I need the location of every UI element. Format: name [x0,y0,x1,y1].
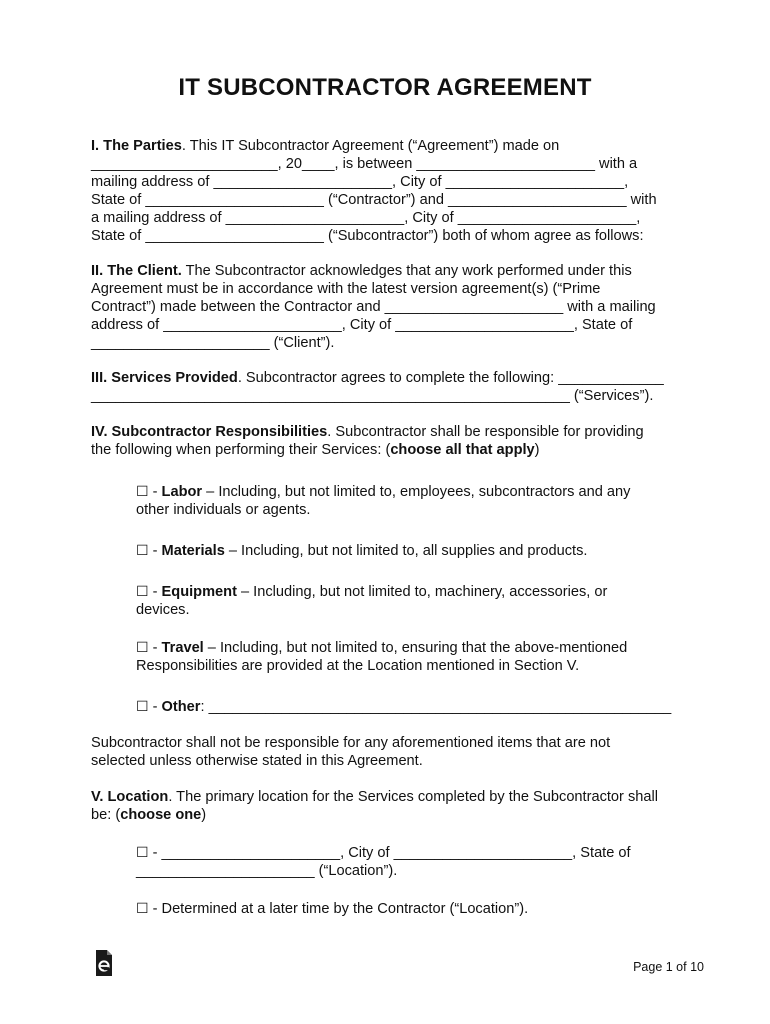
checkbox-location-later[interactable]: ☐ [136,900,149,916]
checkbox-location-address[interactable]: ☐ [136,844,149,860]
section-heading: V. Location [91,789,169,805]
page-title: IT SUBCONTRACTOR AGREEMENT [178,74,592,101]
checkbox-labor[interactable]: ☐ [136,483,149,499]
checkbox-item-other: ☐ - Other: _________________________________________________________ [136,698,672,715]
eforms-logo-icon [94,950,114,978]
responsibilities-note: Subcontractor shall not be responsible for any aforementioned items that are not selected unless otherwise stated in this Agreement. [91,735,611,769]
section-services: III. Services Provided. Subcontractor agrees to complete the following: _____________ ___________________________________________________________ (“Services”). [91,370,664,404]
section-heading: I. The Parties [91,138,182,154]
section-heading: III. Services Provided [91,370,238,386]
checkbox-item-materials: ☐ - Materials – Including, but not limited to, all supplies and products. [136,542,588,559]
checkbox-travel[interactable]: ☐ [136,639,149,655]
checkbox-item-travel: ☐ - Travel – Including, but not limited to, ensuring that the above-mentioned Responsibilities are provided at the Location mentioned in Section V. [136,639,628,674]
checkbox-item-equipment: ☐ - Equipment – Including, but not limited to, machinery, accessories, or devices. [136,583,608,618]
location-option-address: ☐ - ______________________, City of ______________________, State of ______________________ (“Location”). [136,844,631,879]
section-client: II. The Client. The Subcontractor acknowledges that any work performed under this Agreement must be in accordance with the latest version agreement(s) (“Prime Contract”) made between the Contractor and ______________________ with a mailing address of ______________________, City of ______________________, State of ______________________ (“Client”). [91,263,656,351]
page-number: Page 1 of 10 [633,960,704,974]
checkbox-materials[interactable]: ☐ [136,542,149,558]
checkbox-other[interactable]: ☐ [136,698,149,714]
location-option-later: ☐ - Determined at a later time by the Contractor (“Location”). [136,900,529,917]
section-heading: II. The Client. [91,263,182,279]
section-responsibilities: IV. Subcontractor Responsibilities. Subcontractor shall be responsible for providing the following when performing their Services: (choose all that apply) [91,424,644,458]
checkbox-equipment[interactable]: ☐ [136,583,149,599]
section-location: V. Location. The primary location for the Services completed by the Subcontractor shall be: (choose one) [91,789,658,823]
section-parties: I. The Parties. This IT Subcontractor Agreement (“Agreement”) made on _______________________, 20____, is between ______________________ with a mailing address of ______________________, City of ______________________, State of ______________________ (“Contractor”) and ______________________ with a mailing address of ______________________, City of ______________________, State of ______________________ (“Subcontractor”) both of whom agree as follows: [91,138,657,244]
section-heading: IV. Subcontractor Responsibilities [91,424,328,440]
checkbox-item-labor: ☐ - Labor – Including, but not limited to, employees, subcontractors and any other individuals or agents. [136,483,631,518]
